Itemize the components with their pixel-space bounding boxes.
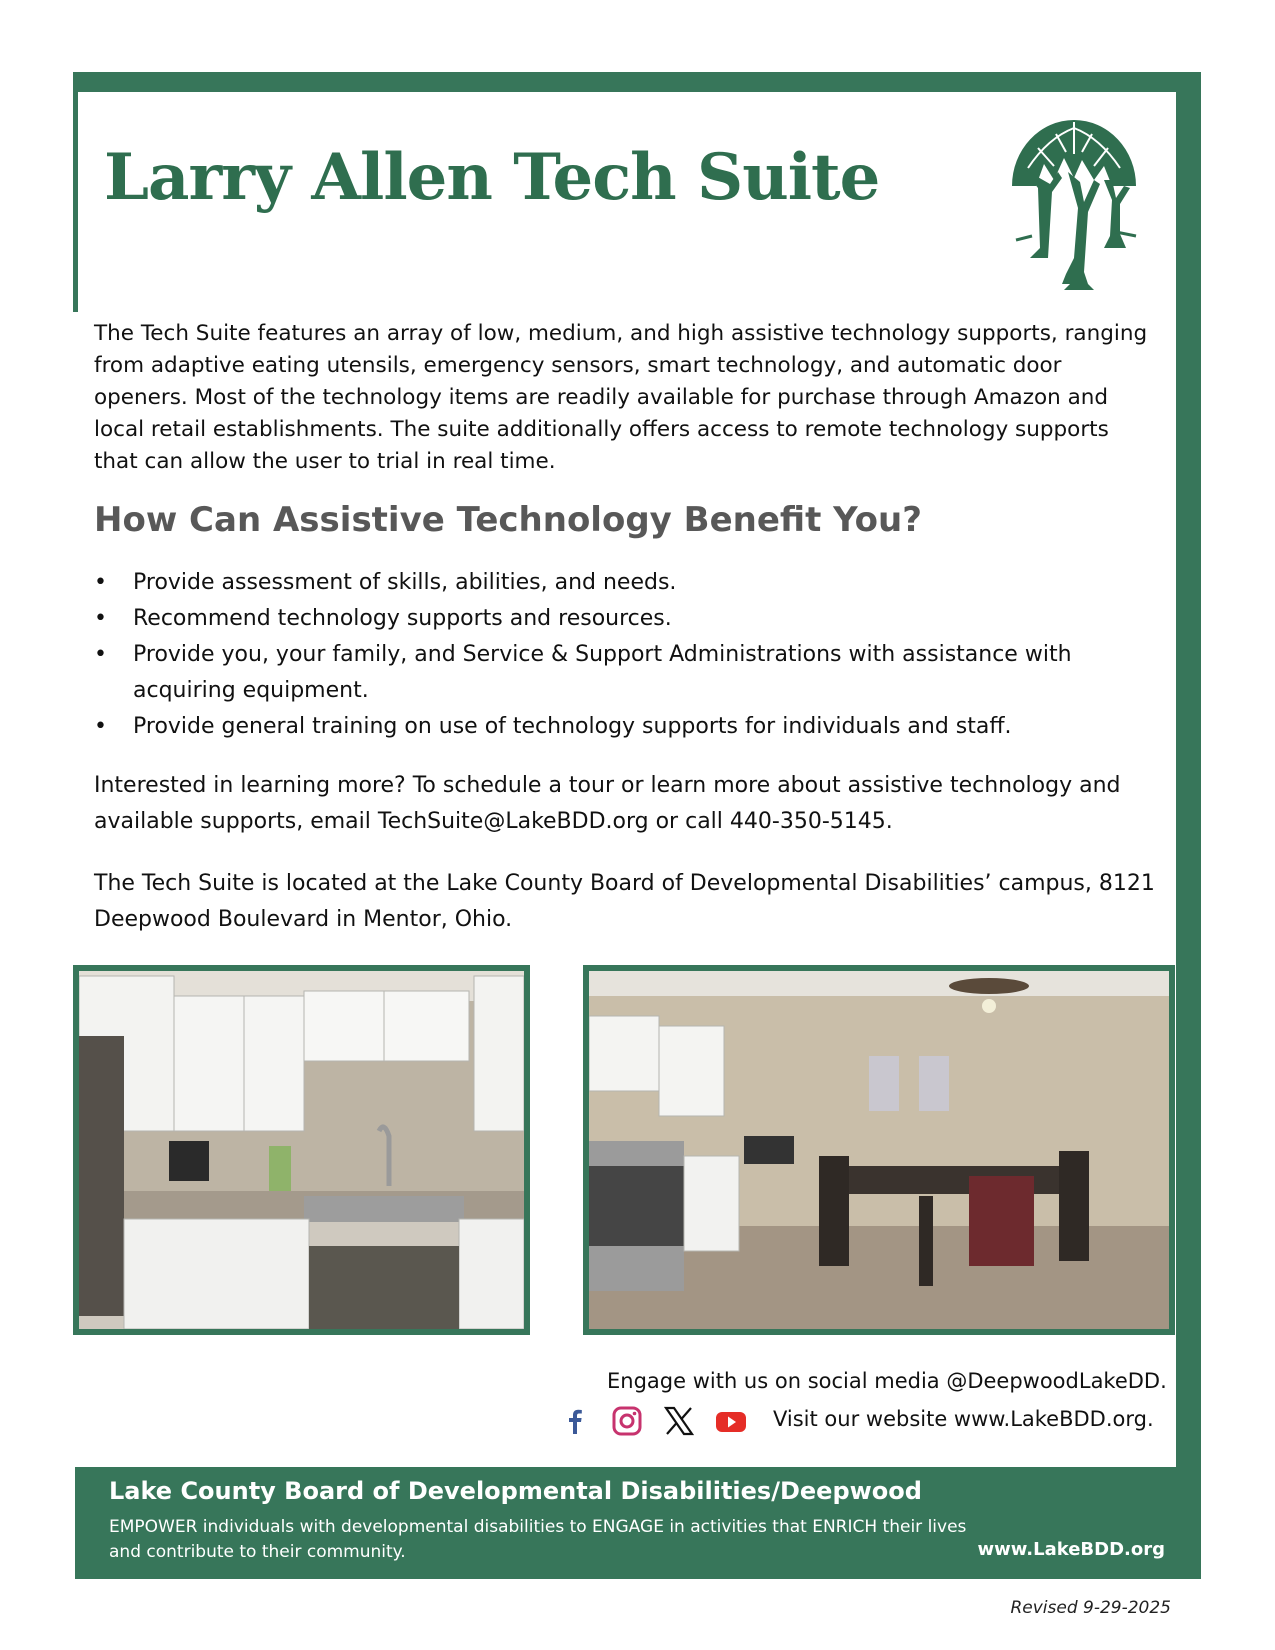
footer-banner: [75, 1467, 1201, 1579]
contact-paragraph: Interested in learning more? To schedule a tour or learn more about assistive technology and available supports, email TechSuite@LakeBDD.org or call 440-350-5145.: [94, 773, 1121, 834]
bullet-icon: •: [94, 642, 107, 667]
footer-title: Lake County Board of Developmental Disabilities/Deepwood: [109, 1477, 922, 1505]
tree-logo-icon: [1008, 108, 1140, 294]
intro-paragraph: The Tech Suite features an array of low, medium, and high assistive technology supports, ranging from adaptive eating utensils, emergency sensors, smart technology, and automatic door openers. Most of the technology items are readily available for purchase through Amazon and local retail establishments. The suite additionally offers access to remote technology supports that can allow the user to trial in real time.: [94, 321, 1148, 474]
page-title: Larry Allen Tech Suite: [104, 140, 880, 215]
facebook-icon[interactable]: [558, 1404, 592, 1438]
footer-website-link[interactable]: www.LakeBDD.org: [977, 1539, 1165, 1560]
bullet-icon: •: [94, 606, 107, 631]
x-icon[interactable]: [662, 1404, 696, 1438]
kitchen-photo: [73, 965, 530, 1335]
bullet-icon: •: [94, 714, 107, 739]
list-item: [94, 601, 1169, 637]
bullet-icon: •: [94, 570, 107, 595]
social-engage-text: Engage with us on social media @DeepwoodLakeDD.: [607, 1369, 1167, 1393]
dining-room-photo: [583, 965, 1175, 1335]
list-item-text: Provide general training on use of technology supports for individuals and staff.: [133, 714, 1012, 739]
benefits-list: [94, 565, 1169, 745]
benefits-heading: How Can Assistive Technology Benefit You?: [94, 500, 922, 540]
list-item: [94, 565, 1169, 601]
list-item-text: Provide you, your family, and Service & Support Administrations with assistance with acquiring equipment.: [133, 642, 1072, 703]
frame-left-border: [73, 72, 78, 312]
frame-top-border: [73, 72, 1201, 92]
instagram-icon[interactable]: [610, 1404, 644, 1438]
frame-right-border: [1176, 72, 1201, 1467]
list-item-text: Recommend technology supports and resources.: [133, 606, 672, 631]
website-text: Visit our website www.LakeBDD.org.: [773, 1407, 1154, 1431]
footer-mission: EMPOWER individuals with developmental disabilities to ENGAGE in activities that ENRICH their lives and contribute to their community.: [109, 1517, 967, 1562]
location-paragraph: The Tech Suite is located at the Lake County Board of Developmental Disabilities’ campus, 8121 Deepwood Boulevard in Mentor, Ohio.: [94, 871, 1155, 932]
list-item-text: Provide assessment of skills, abilities, and needs.: [133, 570, 677, 595]
list-item: [94, 709, 1169, 745]
list-item: [94, 637, 1169, 709]
revised-date: Revised 9-29-2025: [1010, 1598, 1171, 1618]
youtube-icon[interactable]: [714, 1404, 748, 1438]
